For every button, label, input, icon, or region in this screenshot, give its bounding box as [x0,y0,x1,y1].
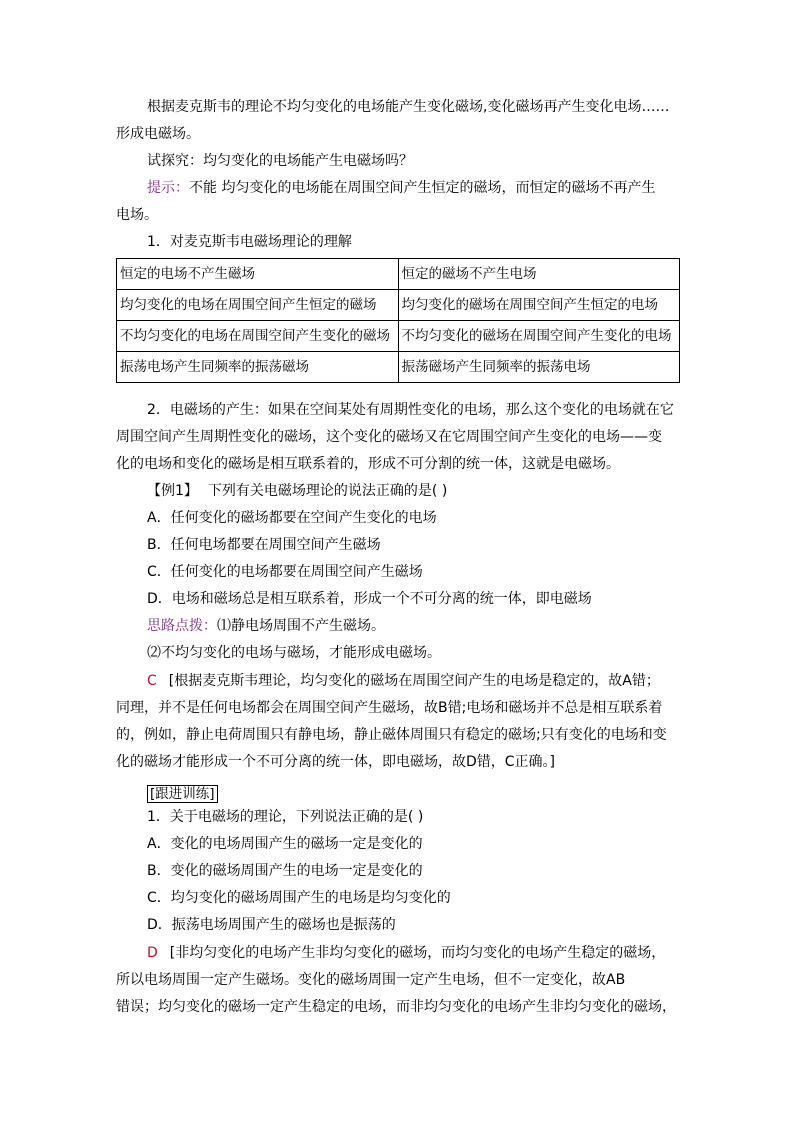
practice-explain-3: 错误；均匀变化的磁场一定产生稳定的电场，而非均匀变化的电场产生非均匀变化的磁场， [116,999,676,1015]
example1-hint-label: 思路点拨： [147,618,217,634]
example1-label: 【例1】 [147,483,198,499]
example1-option-a: A．任何变化的磁场都要在空间产生变化的电场 [147,510,437,526]
table-row [117,259,680,290]
example1-option-d: D．电场和磁场总是相互联系着，形成一个不可分离的统一体，即电磁场 [147,591,592,607]
explore-question: 试探究：均匀变化的电场能产生电磁场吗？ [147,153,413,169]
example1-answer-letter: C [147,673,157,689]
table-cell: 恒定的电场不产生磁场 [117,259,399,290]
hint-label: 提示： [147,180,189,196]
intro-paragraph-line1: 根据麦克斯韦的理论不均匀变化的电场能产生变化磁场,变化磁场再产生变化电场…… [147,99,670,115]
example1-question-line [147,482,447,500]
table-cell: 不均匀变化的磁场在周围空间产生变化的电场 [398,321,680,352]
example1-explain-4: 化的磁场才能形成一个不可分离的统一体，即电磁场，故D错，C正确。] [116,754,556,770]
comparison-table [116,258,680,383]
section2-line3: 化的电场和变化的磁场是相互联系着的，形成不可分割的统一体，这就是电磁场。 [116,456,620,472]
example1-explain-3: 的，例如，静止电荷周围只有静电场，静止磁体周围只有稳定的磁场;只有变化的电场和变 [116,727,667,743]
example1-hint-1: ⑴静电场周围不产生磁场。 [217,618,385,634]
example1-answer-line1 [147,672,660,690]
table-cell: 振荡电场产生同频率的振荡磁场 [117,352,399,383]
practice-question: 1．关于电磁场的理论，下列说法正确的是( ) [147,809,424,825]
example1-option-c: C．任何变化的电场都要在周围空间产生磁场 [147,564,423,580]
example1-hint-2: ⑵不均匀变化的电场与磁场，才能形成电磁场。 [147,645,441,661]
hint-text-1: 不能 均匀变化的电场能在周围空间产生恒定的磁场，而恒定的磁场不再产生 [189,180,656,196]
example1-hint-line1 [147,617,385,635]
table-cell: 均匀变化的电场在周围空间产生恒定的磁场 [117,290,399,321]
practice-option-a: A．变化的电场周围产生的磁场一定是变化的 [147,836,423,852]
table-cell: 均匀变化的磁场在周围空间产生恒定的电场 [398,290,680,321]
example1-explain-1: [根据麦克斯韦理论，均匀变化的磁场在周围空间产生的电场是稳定的，故A错； [168,673,660,689]
practice-option-b: B．变化的磁场周围产生的电场一定是变化的 [147,863,423,879]
practice-box-label: [跟进训练] [147,785,218,803]
example1-question: 下列有关电磁场理论的说法正确的是( ) [207,483,448,499]
table-cell: 振荡磁场产生同频率的振荡电场 [398,352,680,383]
practice-explain-1: [非均匀变化的电场产生非均匀变化的磁场，而均匀变化的电场产生稳定的磁场， [169,945,666,961]
practice-answer-line1 [147,944,665,962]
example1-option-b: B．任何电场都要在周围空间产生磁场 [147,537,381,553]
section1-title: 1．对麦克斯韦电磁场理论的理解 [147,234,352,250]
intro-paragraph-line2: 形成电磁场。 [116,126,200,142]
practice-option-d: D．振荡电场周围产生的磁场也是振荡的 [147,917,396,933]
section2-line2: 周围空间产生周期性变化的磁场，这个变化的磁场又在它周围空间产生变化的电场——变 [116,429,662,445]
section2-line1: 2．电磁场的产生：如果在空间某处有周期性变化的电场，那么这个变化的电场就在它 [147,402,674,418]
table-row [117,321,680,352]
table-cell: 不均匀变化的电场在周围空间产生变化的磁场 [117,321,399,352]
table-row [117,290,680,321]
table-cell: 恒定的磁场不产生电场 [398,259,680,290]
hint-line2: 电场。 [116,207,158,223]
table-row [117,352,680,383]
practice-option-c: C．均匀变化的磁场周围产生的电场是均匀变化的 [147,890,451,906]
practice-explain-2: 所以电场周围一定产生磁场。变化的磁场周围一定产生电场，但不一定变化，故AB [116,972,626,988]
practice-answer-letter: D [147,945,158,961]
example1-explain-2: 同理，并不是任何电场都会在周围空间产生磁场，故B错;电场和磁场并不总是相互联系着 [116,700,663,716]
hint-line1 [147,179,655,197]
